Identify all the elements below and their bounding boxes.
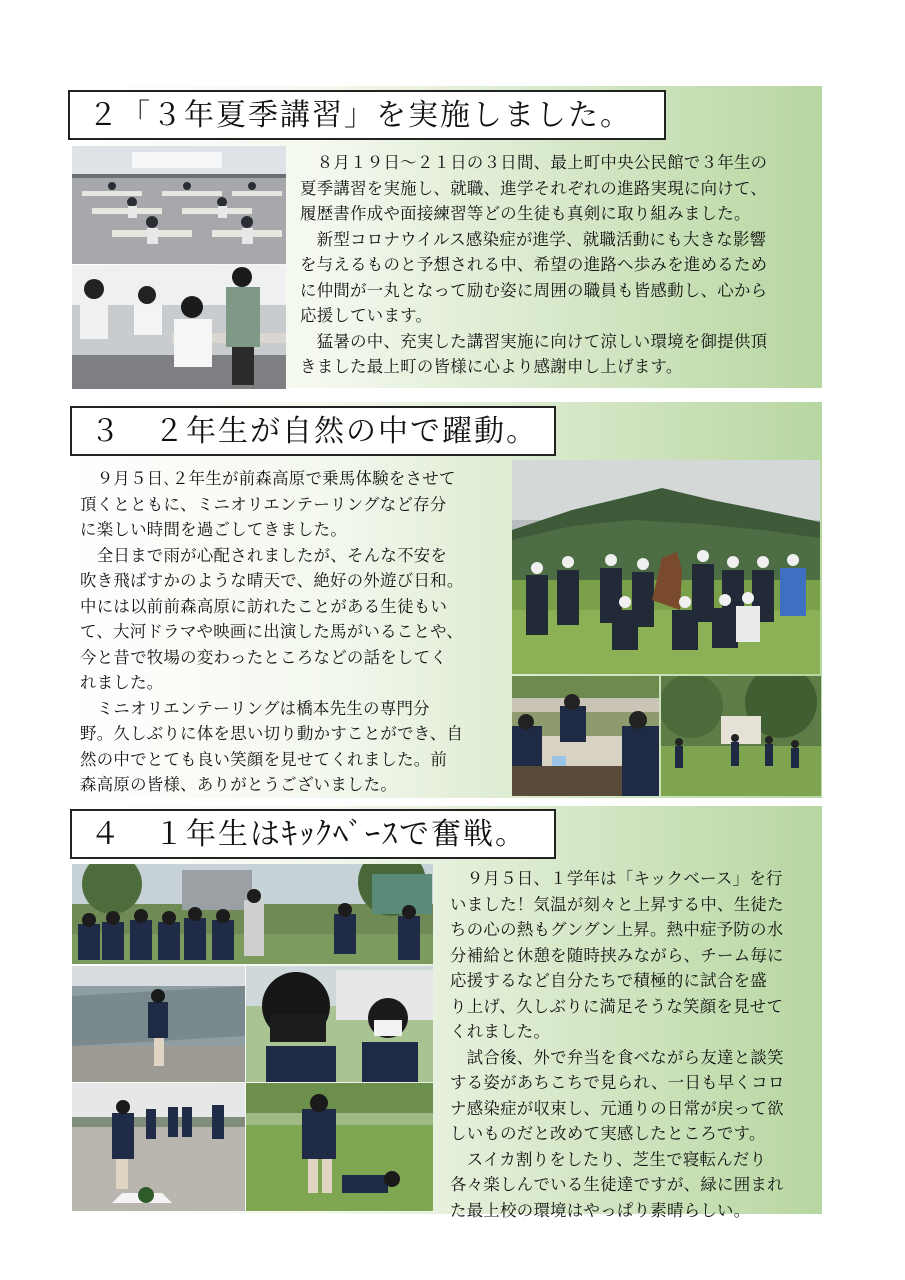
lecture-hall-photo bbox=[72, 146, 286, 264]
group-with-horse-photo bbox=[512, 460, 820, 674]
students-masks-photo bbox=[246, 966, 433, 1082]
kicking-photo bbox=[72, 966, 245, 1082]
summer-course-text: ８月１９日～２１日の３日間、最上町中央公民館で３年生の 夏季講習を実施し、就職、進学それぞれの進路実現に向けて、 履歴書作成や面接練習等どの生徒も真剣に取り組みました。 新型コロナウイルス感染症が進学、就職活動にも大きな影響 を与えるものと予想される中、希望の進路へ歩みを進めるため に仲間が一丸となって励む姿に周囲の職員も皆感動し、心から 応援しています。 猛暑の中、充実した講習実施に向けて涼しい環境を御提供頂 きました最上町の皆様に心より感謝申し上げます。 bbox=[300, 153, 768, 376]
nature-activity-text: ９月５日､２年生が前森高原で乗馬体験をさせて 頂くとともに、ミニオリエンテーリングなど存分 に楽しい時間を過ごしてきました。 全日まで雨が心配されましたが、そんな不安を 吹き飛ばすかのような晴天で、絶好の外遊び日和。 中には以前前森高原に訪れたことがある生徒もい て、大河ドラマや映画に出演した馬がいることや、 今と昔で牧場の変わったところなどの話をしてく れました。 ミニオリエンテーリングは橋本先生の専門分 野。久しぶりに体を思い切り動かすことができ、自 然の中でとても良い笑顔を見せてくれました。前 森高原の皆様、ありがとうございました。 bbox=[80, 469, 464, 794]
section-title-summer-course: ２「３年夏季講習」を実施しました。 bbox=[68, 90, 666, 140]
team-huddle-photo bbox=[72, 864, 433, 964]
interview-practice-photo bbox=[72, 265, 286, 389]
orienteering-field-photo bbox=[661, 676, 821, 796]
kickbase-text: ９月５日、１学年は「キックベース」を行 いました！気温が刻々と上昇する中、生徒た ちの心の熱もグングン上昇。熱中症予防の水 分補給と休憩を随時挟みながら、チーム毎に 応援するなど自分たちで積極的に試合を盛 り上げ、久しぶりに満足そうな笑顔を見せて くれました。 試合後、外で弁当を食べながら友達と談笑 する姿があちこちで見られ、一日も早くコロ ナ感染症が収束し、元通りの日常が戻って欲 しいものだと改めて実感したところです。 スイカ割りをしたり、芝生で寝転んだり 各々楽しんでいる生徒達ですが、緑に囲まれ た最上校の環境はやっぱり素晴らしい。 bbox=[450, 869, 785, 1220]
orienteering-table-photo bbox=[512, 676, 659, 796]
lawn-play-photo bbox=[246, 1083, 433, 1211]
watermelon-photo bbox=[72, 1083, 245, 1211]
section-title-nature-activity: ３ ２年生が自然の中で躍動。 bbox=[70, 406, 556, 456]
section-title-kickbase: ４ １年生はｷｯｸﾍﾞｰｽで奮戦。 bbox=[70, 809, 556, 859]
